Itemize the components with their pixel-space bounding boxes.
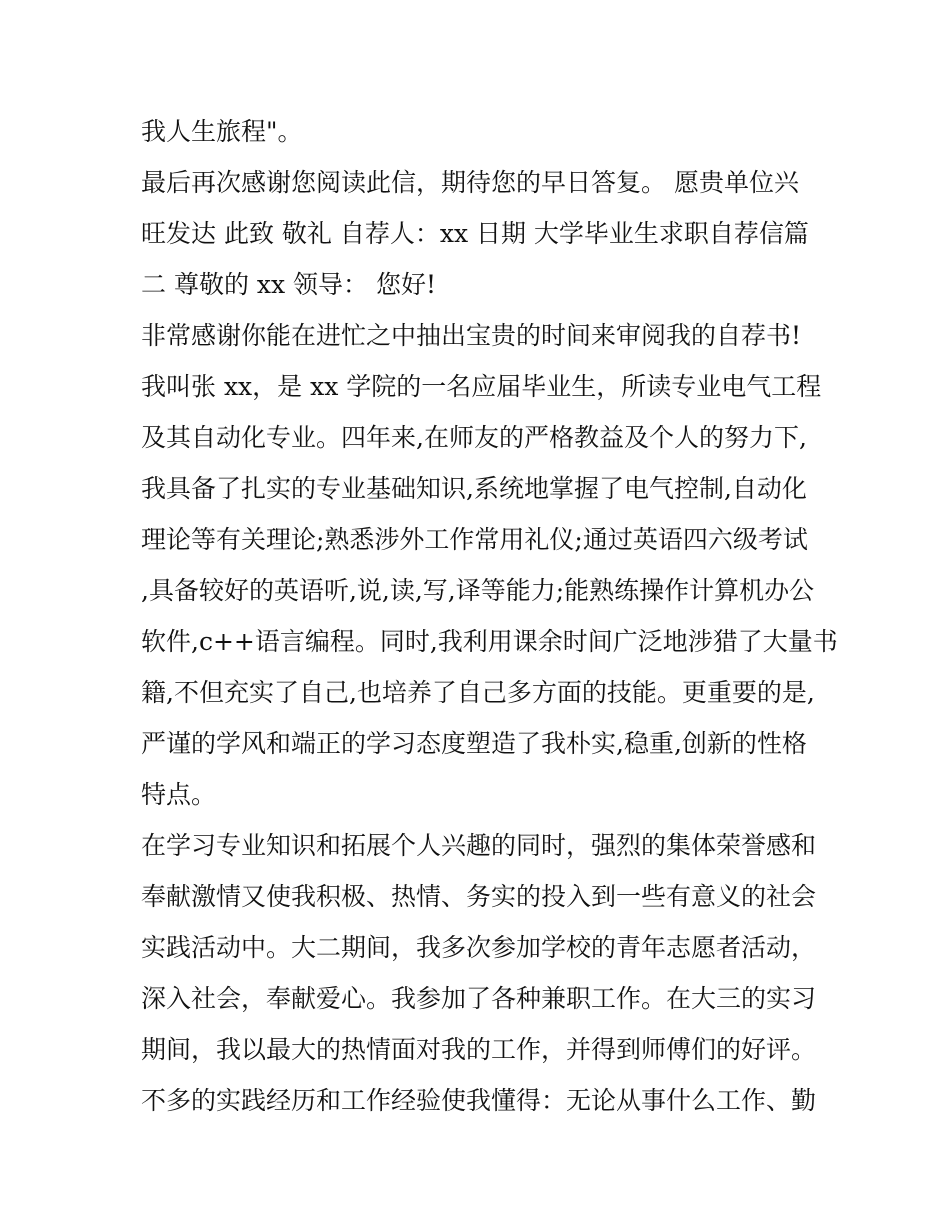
text-line: 不多的实践经历和工作经验使我懂得：无论从事什么工作、勤 xyxy=(141,1086,817,1115)
text-line: 二 尊敬的 xx 领导： 您好! xyxy=(141,270,437,299)
text-line: 深入社会，奉献爱心。我参加了各种兼职工作。在大三的实习 xyxy=(141,984,817,1013)
letter-body xyxy=(141,106,838,1126)
text-line: 奉献激情又使我积极、热情、务实的投入到一些有意义的社会 xyxy=(141,882,817,911)
text-line: 我具备了扎实的专业基础知识,系统地掌握了电气控制,自动化 xyxy=(141,474,807,503)
text-line: 我叫张 xx，是 xx 学院的一名应届毕业生，所读专业电气工程 xyxy=(141,372,822,401)
text-line: ,具备较好的英语听,说,读,写,译等能力;能熟练操作计算机办公 xyxy=(141,576,815,605)
text-line: 期间，我以最大的热情面对我的工作，并得到师傅们的好评。 xyxy=(141,1035,817,1064)
text-line: 实践活动中。大二期间，我多次参加学校的青年志愿者活动， xyxy=(141,933,817,962)
text-line: 软件,c++语言编程。同时,我利用课余时间广泛地涉猎了大量书 xyxy=(141,627,838,656)
text-line: 我人生旅程"。 xyxy=(141,117,303,146)
text-line: 籍,不但充实了自己,也培养了自己多方面的技能。更重要的是, xyxy=(141,678,815,707)
text-line: 及其自动化专业。四年来,在师友的严格教益及个人的努力下, xyxy=(141,423,807,452)
text-line: 理论等有关理论;熟悉涉外工作常用礼仪;通过英语四六级考试 xyxy=(141,525,808,554)
text-line: 最后再次感谢您阅读此信，期待您的早日答复。 愿贵单位兴 xyxy=(141,168,799,197)
text-line: 在学习专业知识和拓展个人兴趣的同时，强烈的集体荣誉感和 xyxy=(141,831,817,860)
text-line: 非常感谢你能在进忙之中抽出宝贵的时间来审阅我的自荐书! xyxy=(141,321,802,350)
text-line: 旺发达 此致 敬礼 自荐人：xx 日期 大学毕业生求职自荐信篇 xyxy=(141,219,809,248)
text-line: 严谨的学风和端正的学习态度塑造了我朴实,稳重,创新的性格 xyxy=(141,729,807,758)
text-line: 特点。 xyxy=(141,780,217,809)
